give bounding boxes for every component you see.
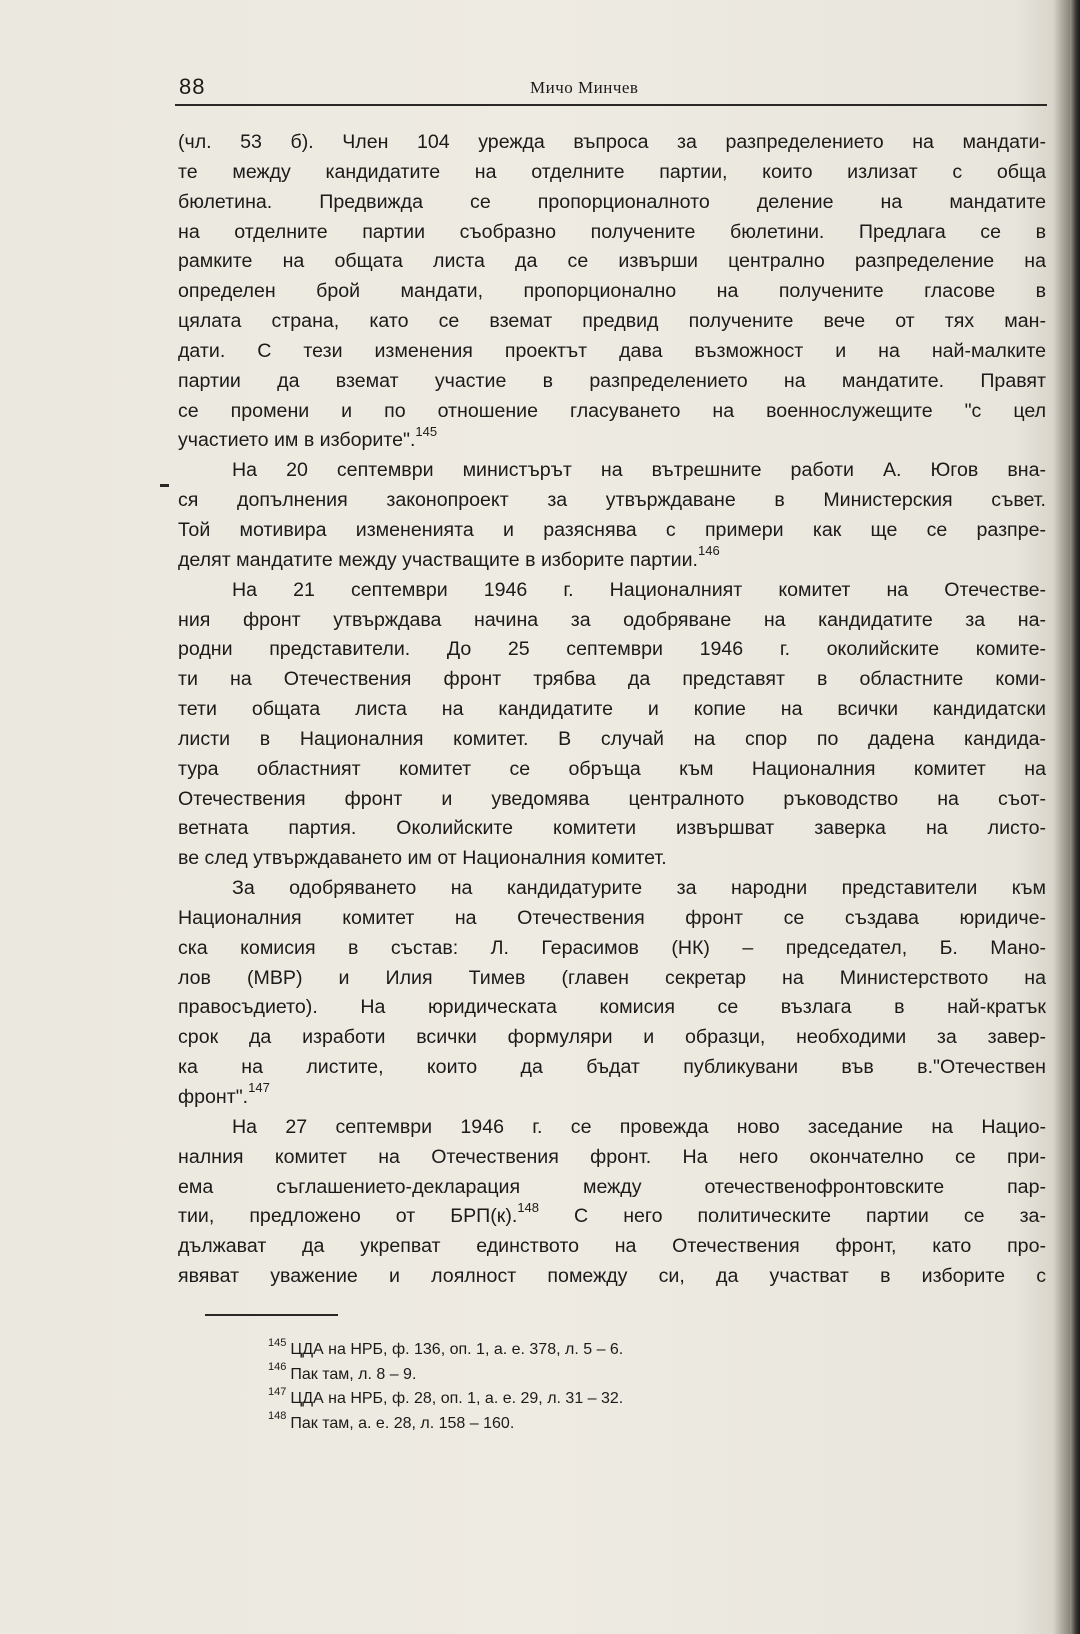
text-line: те между кандидатите на отделните партии, които излизат с обща <box>178 160 1046 183</box>
text-fragment: участието им в изборите". <box>178 429 416 452</box>
footnote-rule <box>205 1314 338 1316</box>
text-line: листи в Националния комитет. В случай на спор по дадена кандида- <box>178 727 1046 750</box>
footnote-ref: 148 <box>517 1199 540 1215</box>
text-line <box>178 1199 1046 1232</box>
text-line: на отделните партии съобразно получените бюлетини. Предлага се в <box>178 220 1046 243</box>
text-line: Отечествения фронт и уведомява централното ръководство на съот- <box>178 787 1046 810</box>
paragraph <box>178 128 1046 456</box>
footnote-text: Пак там, а. е. 28, л. 158 – 160. <box>290 1414 515 1432</box>
text-line: дължават да укрепват единството на Отечествения фронт, като про- <box>178 1235 1046 1258</box>
footnotes <box>268 1338 623 1436</box>
text-line <box>178 543 1046 576</box>
footnote <box>268 1412 623 1437</box>
footnote-ref: 146 <box>698 543 720 559</box>
footnote <box>268 1338 623 1363</box>
text-line: ка на листите, които да бъдат публикувани във в."Отечествен <box>178 1056 1046 1079</box>
text-line: На 20 септември министърът на вътрешните работи А. Югов вна- <box>232 459 1046 482</box>
text-line <box>178 1080 1046 1113</box>
text-line: рамките на общата листа да се извърши централно разпределение на <box>178 250 1046 273</box>
text-line: тура областният комитет се обръща към Националния комитет на <box>178 757 1046 780</box>
text-line: ти на Отечествения фронт трябва да представят в областните коми- <box>178 668 1046 691</box>
paragraph <box>178 456 1046 575</box>
text-line: ветната партия. Околийските комитети извършват заверка на листо- <box>178 817 1046 840</box>
text-line: явяват уважение и лоялност помежду си, да участват в изборите с <box>178 1265 1046 1288</box>
text-line: дати. С тези изменения проектът дава възможност и на най-малките <box>178 339 1046 362</box>
text-line: лов (МВР) и Илия Тимев (главен секретар на Министерството на <box>178 966 1046 989</box>
text-fragment: фронт". <box>178 1086 249 1108</box>
paragraph <box>178 1113 1046 1292</box>
text-line: партии да вземат участие в разпределението на мандатите. Правят <box>178 369 1046 392</box>
text-line: ся допълнения законопроект за утвърждаване в Министерския съвет. <box>178 489 1046 512</box>
text-line: налния комитет на Отечествения фронт. На него окончателно се при- <box>178 1145 1046 1168</box>
page-edge-shadow <box>1070 0 1080 1634</box>
text-fragment: тии, предложено от БРП(к). <box>178 1205 518 1228</box>
margin-mark <box>160 484 169 487</box>
text-fragment: С него политическите партии се за- <box>539 1205 1046 1228</box>
footnote-text: ЦДА на НРБ, ф. 136, оп. 1, а. е. 378, л. 5 – 6. <box>290 1341 624 1358</box>
text-line: ска комисия в състав: Л. Герасимов (НК) – председател, Б. Мано- <box>178 936 1046 959</box>
text-line: За одобряването на кандидатурите за народни представители към <box>232 877 1046 900</box>
text-line: определен брой мандати, пропорционално на получените гласове в <box>178 280 1046 303</box>
text-line: ема съглашението-декларация между отечественофронтовските пар- <box>178 1175 1046 1198</box>
text-line: На 21 септември 1946 г. Националният комитет на Отечестве- <box>232 578 1046 601</box>
header-rule <box>175 104 1047 106</box>
text-line: ве след утвърждаването им от Националния комитет. <box>178 847 667 870</box>
footnote <box>268 1387 623 1412</box>
text-line: родни представители. До 25 септември 1946 г. околийските комите- <box>178 638 1046 661</box>
page-header <box>175 74 1047 104</box>
footnote-number: 146 <box>268 1361 287 1374</box>
text-line: тети общата листа на кандидатите и копие на всички кандидатски <box>178 698 1046 721</box>
text-line: правосъдието). На юридическата комисия се възлага в най-кратък <box>178 996 1046 1019</box>
text-line <box>178 423 1046 456</box>
text-fragment: делят мандатите между участващите в изборите партии. <box>178 548 698 571</box>
text-line: ния фронт утвърждава начина за одобряване на кандидатите за на- <box>178 608 1046 631</box>
text-line: (чл. 53 б). Член 104 урежда въпроса за разпределението на мандати- <box>178 131 1046 153</box>
footnote-text: Пак там, л. 8 – 9. <box>290 1365 417 1383</box>
footnote-ref: 147 <box>248 1080 270 1096</box>
text-line: На 27 септември 1946 г. се провежда ново заседание на Нацио- <box>232 1115 1046 1138</box>
text-line: се промени и по отношение гласуването на военнослужещите "с цел <box>178 399 1046 422</box>
footnote <box>268 1363 623 1388</box>
footnote-number: 148 <box>268 1410 287 1423</box>
text-line: цялата страна, като се вземат предвид получените вече от тях ман- <box>178 310 1046 333</box>
page-number: 88 <box>179 74 206 99</box>
footnote-ref: 145 <box>415 423 438 439</box>
running-head: Мичо Минчев <box>530 78 639 97</box>
footnote-number: 147 <box>268 1385 287 1398</box>
footnote-number: 145 <box>268 1336 287 1349</box>
paragraph <box>178 874 1046 1113</box>
text-line: бюлетина. Предвижда се пропорционалното деление на мандатите <box>178 190 1046 213</box>
text-line: срок да изработи всички формуляри и образци, необходими за завер- <box>178 1026 1046 1049</box>
body-text <box>178 128 1046 1292</box>
footnote-text: ЦДА на НРБ, ф. 28, оп. 1, а. е. 29, л. 31 – 32. <box>290 1390 624 1407</box>
text-line: Националния комитет на Отечествения фронт се създава юридиче- <box>178 906 1046 929</box>
paragraph <box>178 576 1046 874</box>
text-line: Той мотивира измененията и разяснява с примери как ще се разпре- <box>178 518 1046 541</box>
